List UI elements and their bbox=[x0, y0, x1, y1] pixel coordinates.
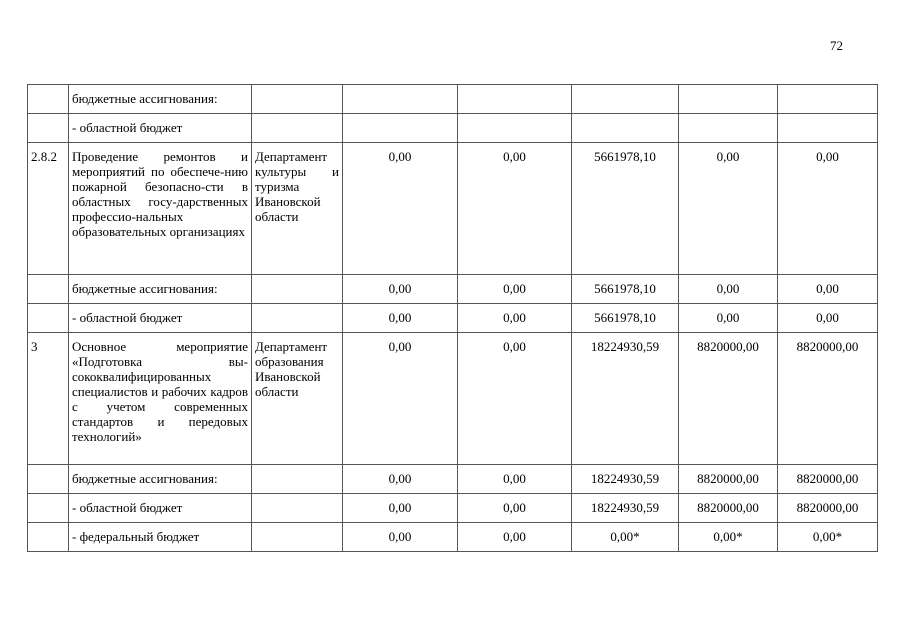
cell-name: - областной бюджет bbox=[69, 114, 252, 143]
cell-v1: 0,00 bbox=[343, 494, 458, 523]
cell-name: - областной бюджет bbox=[69, 304, 252, 333]
cell-executor bbox=[252, 465, 343, 494]
table-row bbox=[28, 275, 878, 304]
cell-v2 bbox=[458, 85, 572, 114]
cell-v3: 18224930,59 bbox=[572, 333, 679, 465]
cell-v5: 8820000,00 bbox=[778, 465, 878, 494]
cell-v4: 0,00* bbox=[679, 523, 778, 552]
cell-name: бюджетные ассигнования: bbox=[69, 275, 252, 304]
cell-name: бюджетные ассигнования: bbox=[69, 85, 252, 114]
cell-v1: 0,00 bbox=[343, 304, 458, 333]
cell-executor bbox=[252, 275, 343, 304]
cell-num bbox=[28, 304, 69, 333]
cell-v5 bbox=[778, 85, 878, 114]
cell-executor bbox=[252, 523, 343, 552]
cell-v5 bbox=[778, 114, 878, 143]
table-row bbox=[28, 85, 878, 114]
cell-num bbox=[28, 114, 69, 143]
cell-v3: 5661978,10 bbox=[572, 275, 679, 304]
table-row bbox=[28, 304, 878, 333]
cell-v1: 0,00 bbox=[343, 275, 458, 304]
cell-v5: 8820000,00 bbox=[778, 494, 878, 523]
cell-num: 2.8.2 bbox=[28, 143, 69, 275]
cell-v5: 0,00* bbox=[778, 523, 878, 552]
cell-v5: 8820000,00 bbox=[778, 333, 878, 465]
cell-v5: 0,00 bbox=[778, 304, 878, 333]
cell-num bbox=[28, 465, 69, 494]
cell-num bbox=[28, 523, 69, 552]
cell-v1: 0,00 bbox=[343, 333, 458, 465]
cell-v1 bbox=[343, 85, 458, 114]
cell-executor bbox=[252, 114, 343, 143]
cell-v1 bbox=[343, 114, 458, 143]
cell-v2: 0,00 bbox=[458, 333, 572, 465]
cell-v4: 0,00 bbox=[679, 275, 778, 304]
cell-v3 bbox=[572, 85, 679, 114]
table-row bbox=[28, 143, 878, 275]
cell-v5: 0,00 bbox=[778, 275, 878, 304]
table-row bbox=[28, 333, 878, 465]
cell-v5: 0,00 bbox=[778, 143, 878, 275]
cell-v4: 8820000,00 bbox=[679, 333, 778, 465]
cell-executor bbox=[252, 85, 343, 114]
cell-executor: Департамент образования Ивановской области bbox=[252, 333, 343, 465]
cell-executor: Департамент культуры и туризма Ивановской области bbox=[252, 143, 343, 275]
cell-v3: 18224930,59 bbox=[572, 494, 679, 523]
cell-num: 3 bbox=[28, 333, 69, 465]
cell-name: Проведение ремонтов и мероприятий по обеспече-нию пожарной безопасно-сти в областных госу-дарственных профессио-нальных образовательных организациях bbox=[69, 143, 252, 275]
cell-v1: 0,00 bbox=[343, 143, 458, 275]
cell-v2: 0,00 bbox=[458, 275, 572, 304]
cell-v1: 0,00 bbox=[343, 465, 458, 494]
cell-v2: 0,00 bbox=[458, 494, 572, 523]
cell-num bbox=[28, 494, 69, 523]
cell-v1: 0,00 bbox=[343, 523, 458, 552]
cell-name: - областной бюджет bbox=[69, 494, 252, 523]
cell-v2: 0,00 bbox=[458, 143, 572, 275]
cell-v4 bbox=[679, 114, 778, 143]
table-row bbox=[28, 494, 878, 523]
cell-v3: 18224930,59 bbox=[572, 465, 679, 494]
cell-name: Основное мероприятие «Подготовка вы-сококвалифицированных специалистов и рабочих кадров с учетом современных стандартов и передовых технологий» bbox=[69, 333, 252, 465]
cell-executor bbox=[252, 304, 343, 333]
cell-num bbox=[28, 85, 69, 114]
cell-num bbox=[28, 275, 69, 304]
cell-executor bbox=[252, 494, 343, 523]
cell-v2 bbox=[458, 114, 572, 143]
cell-v4: 0,00 bbox=[679, 304, 778, 333]
page-number: 72 bbox=[830, 38, 843, 53]
cell-v4 bbox=[679, 85, 778, 114]
cell-v4: 8820000,00 bbox=[679, 494, 778, 523]
cell-v3: 5661978,10 bbox=[572, 143, 679, 275]
cell-name: - федеральный бюджет bbox=[69, 523, 252, 552]
cell-v3: 0,00* bbox=[572, 523, 679, 552]
cell-v4: 0,00 bbox=[679, 143, 778, 275]
cell-name: бюджетные ассигнования: bbox=[69, 465, 252, 494]
table-row bbox=[28, 523, 878, 552]
cell-v3: 5661978,10 bbox=[572, 304, 679, 333]
cell-v2: 0,00 bbox=[458, 523, 572, 552]
cell-v3 bbox=[572, 114, 679, 143]
table-row bbox=[28, 465, 878, 494]
cell-v2: 0,00 bbox=[458, 465, 572, 494]
budget-table bbox=[27, 84, 878, 552]
cell-v2: 0,00 bbox=[458, 304, 572, 333]
table-row bbox=[28, 114, 878, 143]
cell-v4: 8820000,00 bbox=[679, 465, 778, 494]
